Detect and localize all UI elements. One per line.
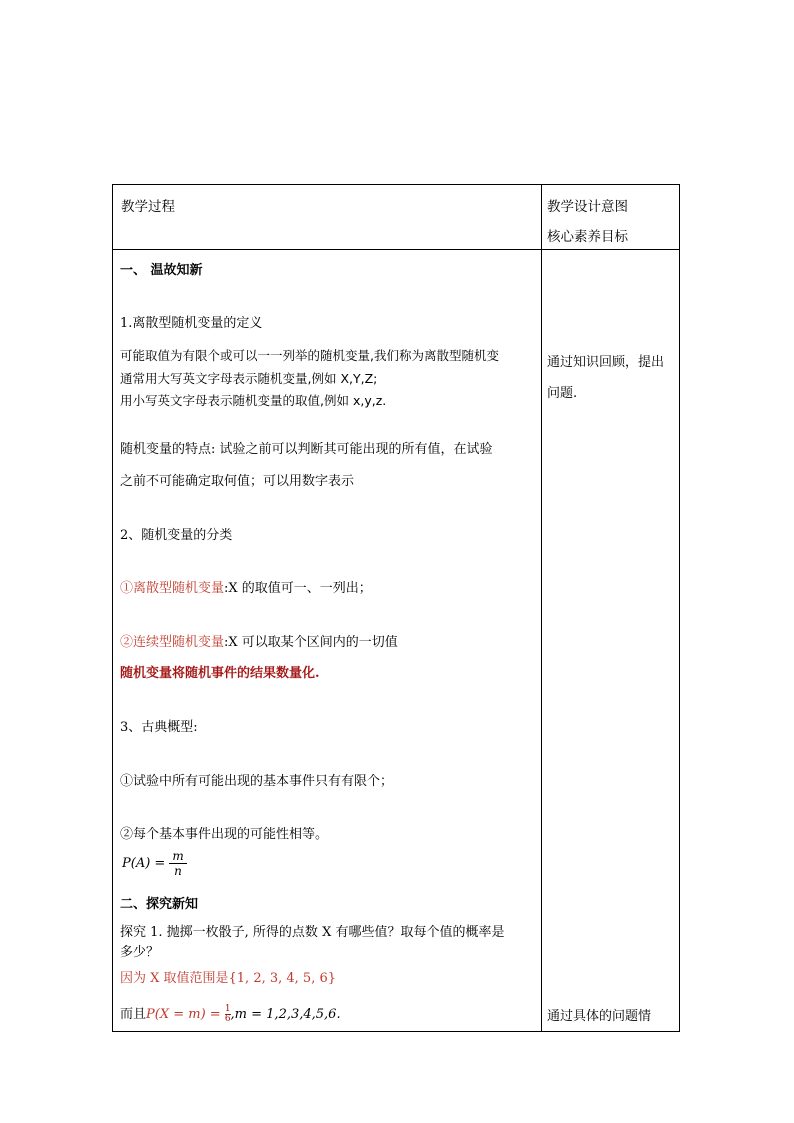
feature-line-1: 随机变量的特点: 试验之前可以判断其可能出现的所有值，在试验: [120, 442, 493, 457]
header-teaching-process: 教学过程: [121, 199, 175, 215]
header-divider: [113, 249, 679, 250]
explore-question-line-1: 探究 1. 抛掷一枚骰子, 所得的点数 X 有哪些值？取每个值的概率是: [120, 925, 505, 940]
definition-line-2: 通常用大写英文字母表示随机变量,例如 X,Y,Z;: [120, 371, 378, 386]
feature-line-2: 之前不可能确定取何值；可以用数字表示: [120, 474, 355, 489]
classical-probability-formula: P(A) = $\frac{m}{n}$: [122, 849, 187, 878]
header-design-intent: 教学设计意图: [547, 199, 628, 215]
section-review-title: 一、 温故知新: [120, 263, 203, 278]
header-core-literacy: 核心素养目标: [547, 229, 628, 245]
definition-line-3: 用小写英文字母表示随机变量的取值,例如 x,y,z.: [120, 393, 387, 408]
classification-item-continuous: ②连续型随机变量:X 可以取某个区间内的一切值: [120, 635, 398, 650]
classical-condition-2: ②每个基本事件出现的可能性相等。: [120, 827, 329, 842]
emphasis-statement: 随机变量将随机事件的结果数量化.: [120, 666, 320, 681]
definition-line-1: 可能取值为有限个或可以一一列举的随机变量,我们称为离散型随机变: [120, 348, 499, 363]
classical-condition-1: ①试验中所有可能出现的基本事件只有有限个；: [120, 774, 394, 789]
design-note-review-line-2: 问题.: [547, 386, 578, 401]
classical-probability-title: 3、古典概型:: [120, 720, 198, 735]
probability-line: 而且P(X = m) = $\frac{1}{6},m = 1,2,3,4,5,6$.: [120, 1004, 341, 1024]
classification-item-discrete: ①离散型随机变量:X 的取值可一、一列出；: [120, 581, 372, 596]
lesson-table: [112, 184, 680, 1032]
explore-question-line-2: 多少？: [120, 945, 160, 960]
definition-title: 1.离散型随机变量的定义: [120, 316, 263, 331]
design-note-problem: 通过具体的问题情: [547, 1009, 652, 1024]
design-note-review-line-1: 通过知识回顾，提出: [547, 355, 665, 370]
classification-title: 2、随机变量的分类: [120, 528, 233, 543]
value-range-line: 因为 X 取值范围是{1, 2, 3, 4, 5, 6}: [120, 971, 337, 986]
section-explore-title: 二、探究新知: [120, 897, 199, 912]
